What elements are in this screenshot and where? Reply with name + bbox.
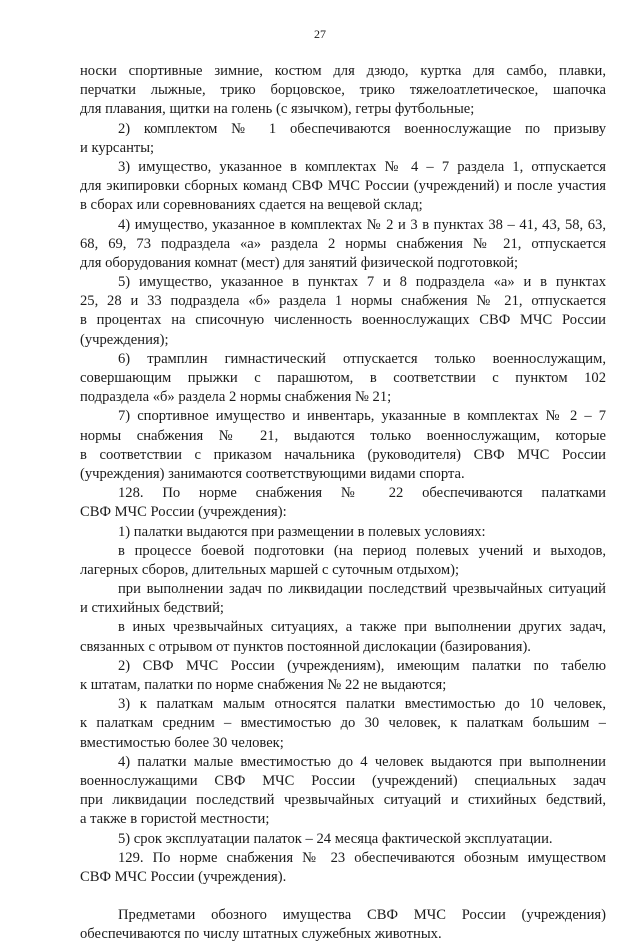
text-line: нормы снабжения № 21, выдаются только военнослужащим, которые bbox=[80, 427, 606, 444]
text-line: для плавания, щитки на голень (с язычком), гетры футбольные; bbox=[80, 101, 475, 118]
text-line: связанных с отрывом от пунктов постоянной дислокации (базирования). bbox=[80, 638, 531, 655]
text-line: 128. По норме снабжения № 22 обеспечиваются палатками bbox=[118, 485, 606, 502]
text-line: носки спортивные зимние, костюм для дзюдо, куртка для самбо, плавки, bbox=[80, 63, 606, 79]
text-line: военнослужащими СВФ МЧС России (учреждений) специальных задач bbox=[80, 772, 606, 789]
text-line: 2) комплектом № 1 обеспечиваются военнослужащие по призыву bbox=[118, 120, 606, 137]
text-line: подраздела «б» раздела 2 нормы снабжения № 21; bbox=[80, 389, 392, 406]
text-line: при выполнении задач по ликвидации последствий чрезвычайных ситуаций bbox=[118, 581, 606, 598]
text-line: Предметами обозного имущества СВФ МЧС России (учреждения) bbox=[118, 907, 606, 924]
text-line: 4) имущество, указанное в комплектах № 2 и 3 в пунктах 38 – 41, 43, 58, 63, bbox=[118, 216, 606, 233]
text-line: 6) трамплин гимнастический отпускается только военнослужащим, bbox=[118, 350, 606, 367]
text-line: 4) палатки малые вместимостью до 4 человек выдаются при выполнении bbox=[118, 753, 606, 770]
text-line: совершающим прыжки с парашютом, в соответствии с пунктом 102 bbox=[80, 370, 606, 386]
text-line: в процессе боевой подготовки (на период полевых учений и выходов, bbox=[118, 542, 606, 559]
text-line: и курсанты; bbox=[80, 139, 155, 156]
text-line: 7) спортивное имущество и инвентарь, указанные в комплектах № 2 – 7 bbox=[118, 408, 606, 425]
text-line: перчатки лыжные, трико борцовское, трико тяжелоатлетическое, шапочка bbox=[80, 82, 606, 99]
text-line: для экипировки сборных команд СВФ МЧС России (учреждений) и после участия bbox=[80, 178, 606, 195]
text-line: в иных чрезвычайных ситуациях, а также при выполнении других задач, bbox=[118, 619, 606, 636]
text-line: вместимостью более 30 человек; bbox=[80, 734, 284, 751]
text-line: и стихийных бедствий; bbox=[80, 600, 224, 617]
text-line: обеспечиваются по числу штатных служебных животных. bbox=[80, 926, 442, 943]
text-line: СВФ МЧС России (учреждения): bbox=[80, 504, 287, 521]
blank-line bbox=[80, 887, 606, 906]
text-line: (учреждения); bbox=[80, 331, 169, 348]
text-line: 5) срок эксплуатации палаток – 24 месяца фактической эксплуатации. bbox=[118, 830, 553, 847]
text-line: 2) СВФ МЧС России (учреждениям), имеющим палатки по табелю bbox=[118, 657, 606, 674]
text-line: 3) имущество, указанное в комплектах № 4 – 7 раздела 1, отпускается bbox=[118, 158, 606, 175]
text-line: 3) к палаткам малым относятся палатки вместимостью до 10 человек, bbox=[118, 696, 606, 713]
text-line: лагерных сборов, длительных маршей с суточным отдыхом); bbox=[80, 561, 460, 578]
text-line: при ликвидации последствий чрезвычайных ситуаций и стихийных бедствий, bbox=[80, 792, 606, 809]
text-line: в сборах или соревнованиях сдается на вещевой склад; bbox=[80, 197, 423, 214]
text-line: в соответствии с приказом начальника (руководителя) СВФ МЧС России bbox=[80, 446, 606, 463]
text-line: 1) палатки выдаются при размещении в полевых условиях: bbox=[118, 523, 486, 540]
text-line: в процентах на списочную численность военнослужащих СВФ МЧС России bbox=[80, 312, 606, 329]
text-line: для оборудования комнат (мест) для занятий физической подготовкой; bbox=[80, 254, 519, 271]
text-line: СВФ МЧС России (учреждения). bbox=[80, 868, 287, 885]
text-line: к штатам, палатки по норме снабжения № 22 не выдаются; bbox=[80, 677, 447, 693]
document-body bbox=[80, 62, 606, 945]
page-number: 27 bbox=[314, 27, 326, 41]
text-line: 25, 28 и 33 подраздела «б» раздела 1 нормы снабжения № 21, отпускается bbox=[80, 293, 606, 310]
text-line: а также в гористой местности; bbox=[80, 811, 270, 828]
text-line: к палаткам средним – вместимостью до 30 человек, к палаткам большим – bbox=[80, 715, 606, 732]
text-line: 68, 69, 73 подраздела «а» раздела 2 нормы снабжения № 21, отпускается bbox=[80, 235, 606, 252]
text-line: 129. По норме снабжения № 23 обеспечиваются обозным имуществом bbox=[118, 849, 606, 866]
text-line: 5) имущество, указанное в пунктах 7 и 8 подраздела «а» и в пунктах bbox=[118, 274, 606, 291]
text-line: (учреждения) занимаются соответствующими видами спорта. bbox=[80, 465, 465, 482]
